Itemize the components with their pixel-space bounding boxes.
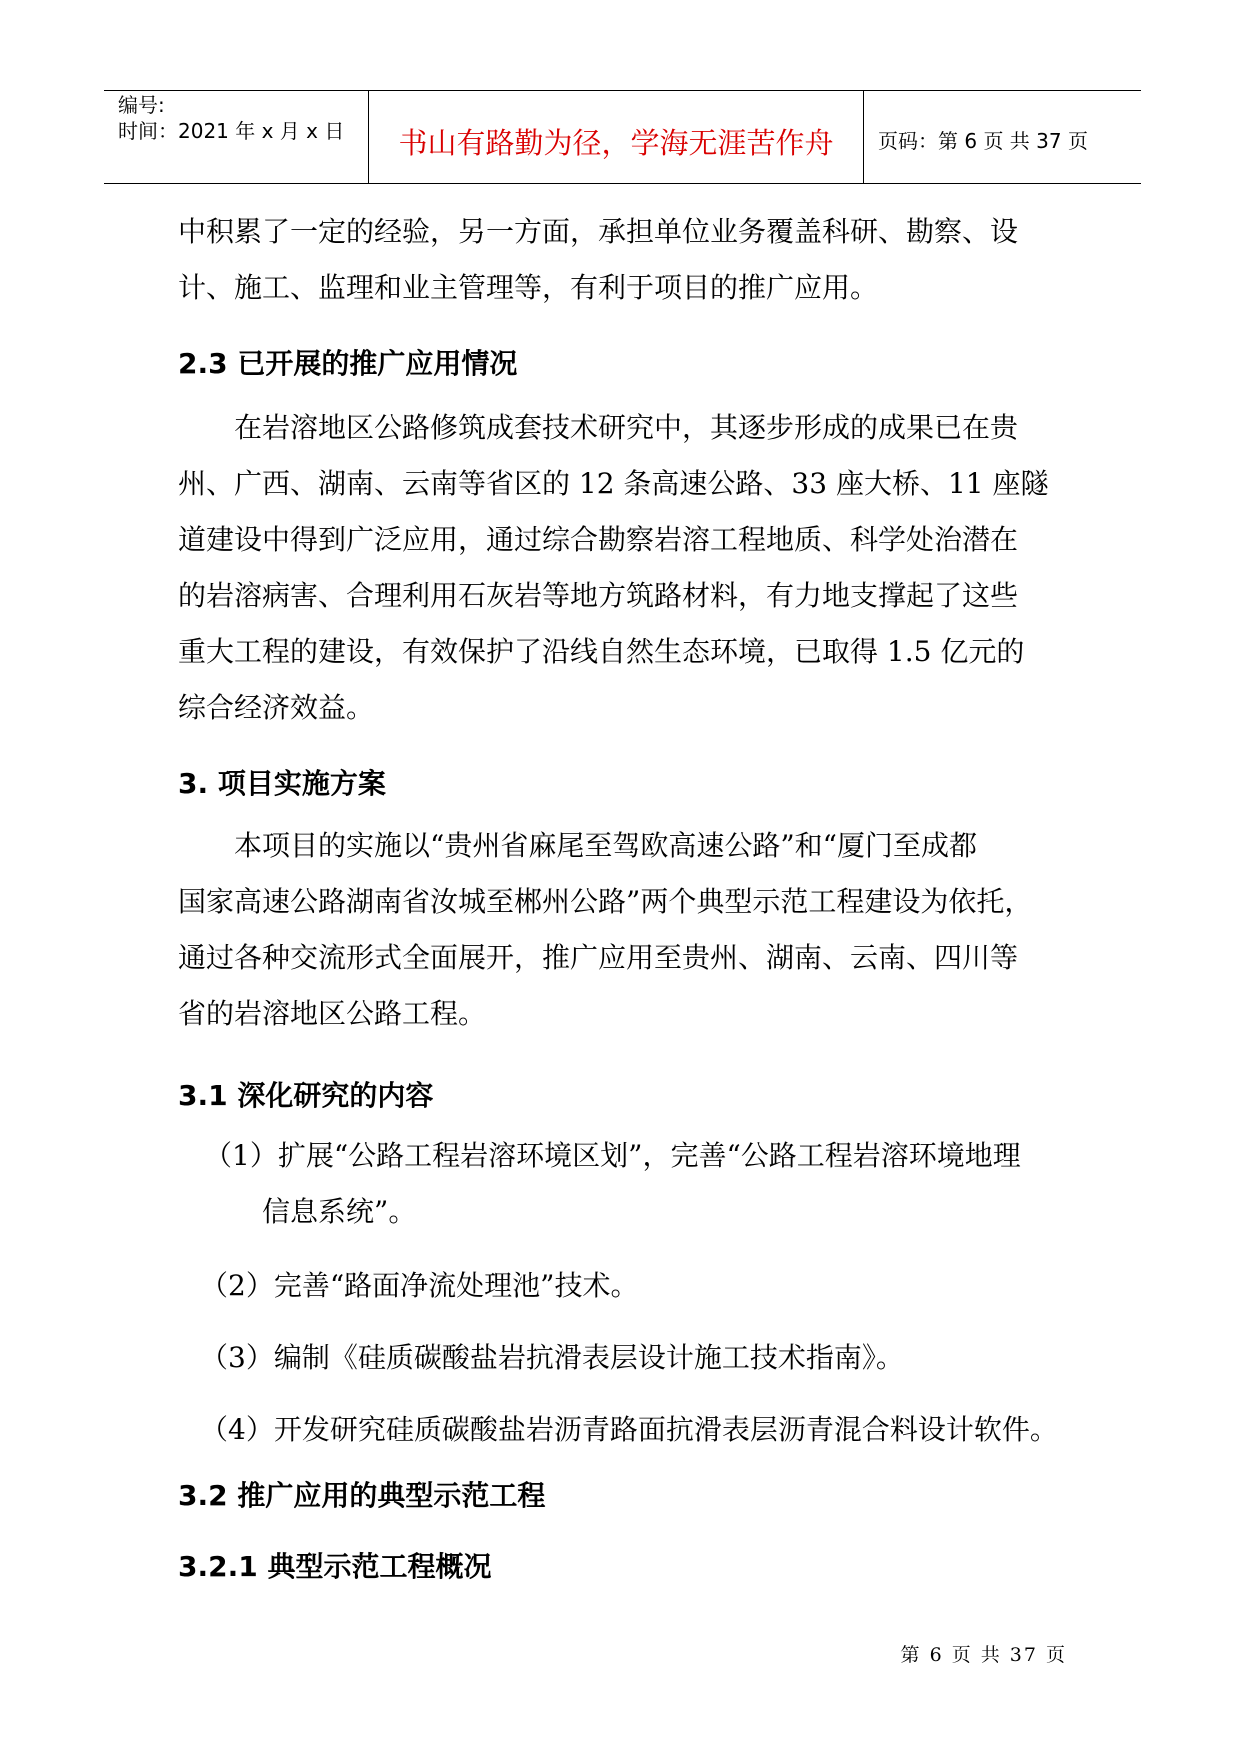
document-header xyxy=(104,90,1141,184)
text-line: 重大工程的建设，有效保护了沿线自然生态环境，已取得 1.5 亿元的 xyxy=(178,635,1025,668)
heading-3: 3. 项目实施方案 xyxy=(178,767,386,800)
paragraph-3 xyxy=(178,818,1068,1042)
page-footer: 第 6 页 共 37 页 xyxy=(900,1644,1067,1666)
list-item: 信息系统”。 xyxy=(262,1195,417,1228)
paragraph-2-3 xyxy=(178,400,1068,736)
list-item: （4）开发研究硅质碳酸盐岩沥青路面抗滑表层沥青混合料设计软件。 xyxy=(200,1413,1058,1446)
text-line: 中积累了一定的经验，另一方面，承担单位业务覆盖科研、勘察、设 xyxy=(178,215,1019,248)
header-motto: 书山有路勤为径，学海无涯苦作舟 xyxy=(398,126,834,160)
header-page-info: 页码：第 6 页 共 37 页 xyxy=(878,129,1088,153)
list-item: （3）编制《硅质碳酸盐岩抗滑表层设计施工技术指南》。 xyxy=(200,1341,904,1374)
document-date: 时间：2021 年 x 月 x 日 xyxy=(118,119,345,143)
heading-2-3: 2.3 已开展的推广应用情况 xyxy=(178,347,518,380)
header-page-cell xyxy=(864,91,1141,183)
text-line: 通过各种交流形式全面展开，推广应用至贵州、湖南、云南、四川等 xyxy=(178,941,1019,974)
list-item: （1）扩展“公路工程岩溶环境区划”，完善“公路工程岩溶环境地理 xyxy=(204,1139,1021,1172)
heading-3-2-1: 3.2.1 典型示范工程概况 xyxy=(178,1550,492,1583)
text-line: 的岩溶病害、合理利用石灰岩等地方筑路材料，有力地支撑起了这些 xyxy=(178,579,1019,612)
heading-3-1: 3.1 深化研究的内容 xyxy=(178,1079,434,1112)
text-line: 道建设中得到广泛应用，通过综合勘察岩溶工程地质、科学处治潜在 xyxy=(178,523,1019,556)
text-line: 省的岩溶地区公路工程。 xyxy=(178,997,487,1030)
document-code-label: 编号: xyxy=(118,93,165,117)
header-motto-cell xyxy=(369,91,864,183)
text-line: 计、施工、监理和业主管理等，有利于项目的推广应用。 xyxy=(178,271,879,304)
text-line: 本项目的实施以“贵州省麻尾至驾欧高速公路”和“厦门至成都 xyxy=(234,829,977,862)
text-line: 州、广西、湖南、云南等省区的 12 条高速公路、33 座大桥、11 座隧 xyxy=(178,467,1049,500)
text-line: 在岩溶地区公路修筑成套技术研究中，其逐步形成的成果已在贵 xyxy=(234,411,1019,444)
list-item: （2）完善“路面净流处理池”技术。 xyxy=(200,1269,639,1302)
text-line: 国家高速公路湖南省汝城至郴州公路”两个典型示范工程建设为依托， xyxy=(178,885,1033,918)
header-meta-cell xyxy=(104,91,369,183)
text-line: 综合经济效益。 xyxy=(178,691,375,724)
paragraph-continued xyxy=(178,204,1068,316)
heading-3-2: 3.2 推广应用的典型示范工程 xyxy=(178,1479,546,1512)
